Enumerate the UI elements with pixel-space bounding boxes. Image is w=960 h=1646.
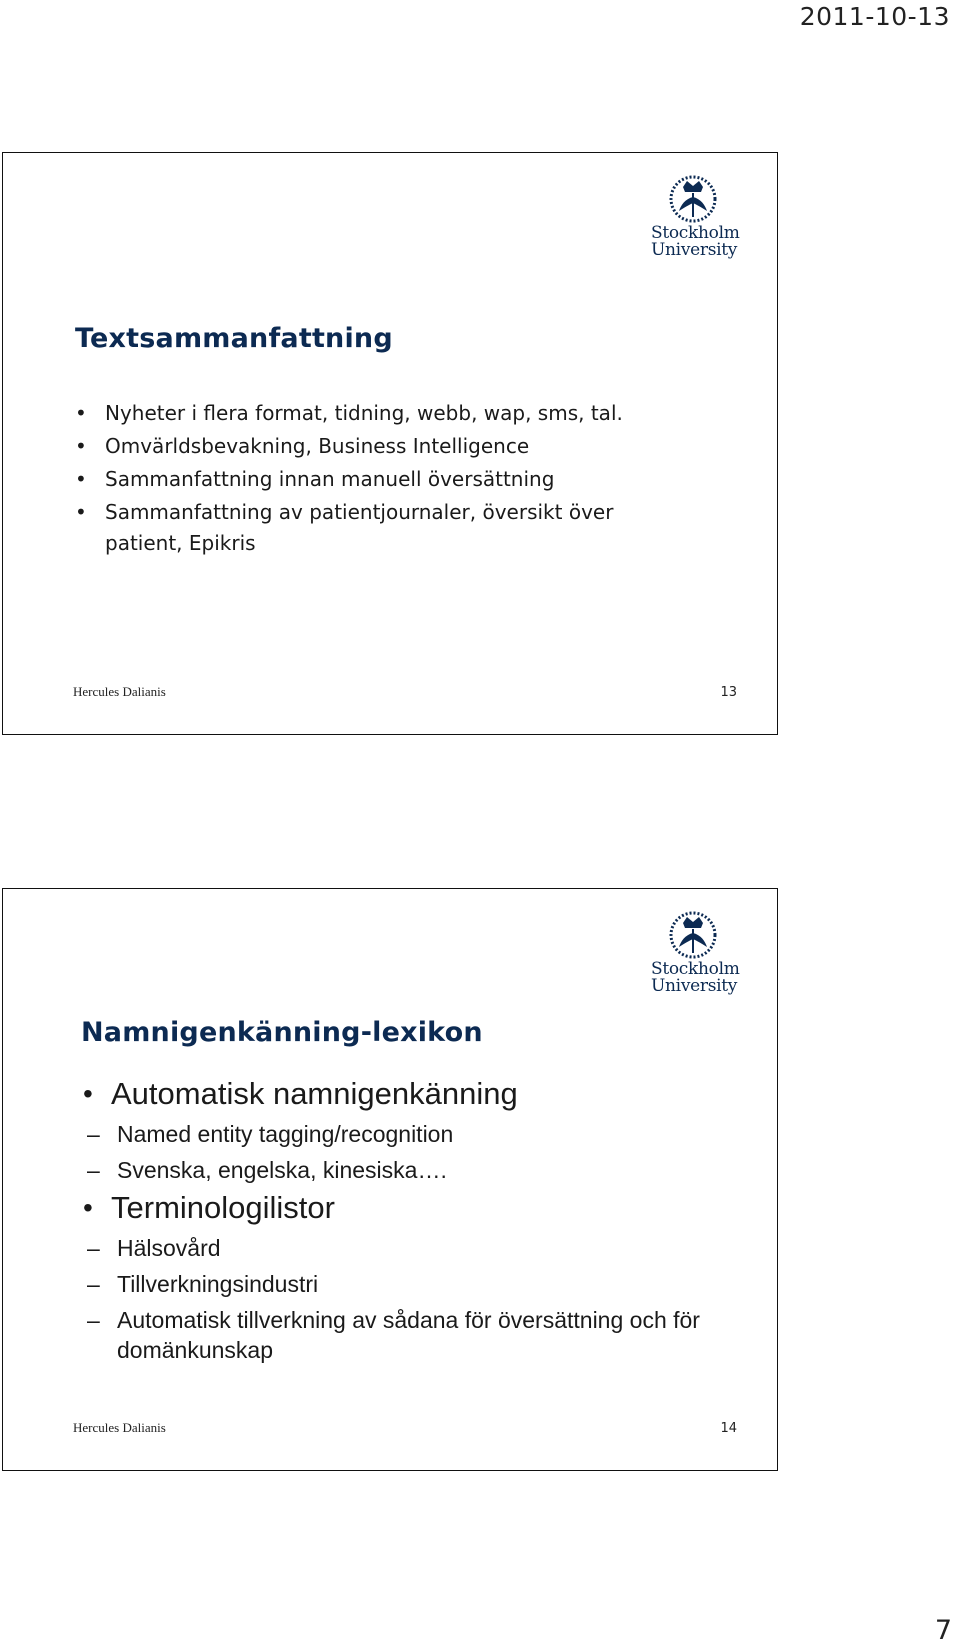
slide-footer-number: 13 [720, 685, 737, 700]
sub-bullet-item: – Tillverkningsindustri [87, 1269, 723, 1299]
slide-footer-author: Hercules Dalianis [73, 1420, 166, 1435]
slide-14 [2, 888, 778, 1471]
slide-footer-number: 14 [720, 1421, 737, 1436]
sub-bullet-item: – Automatisk tillverkning av sådana för översättning och för domänkunskap [87, 1305, 723, 1365]
bullet-item: • Nyheter i flera format, tidning, webb, wap, sms, tal. [75, 398, 655, 429]
sub-list-container [83, 1119, 723, 1185]
slide-13 [2, 152, 778, 735]
sub-bullet-list [87, 1119, 723, 1185]
bullet-item [83, 1075, 723, 1113]
logo-text-line2: University [651, 240, 738, 260]
sub-list-container [83, 1233, 723, 1365]
crown-seal-icon [665, 173, 721, 225]
crown-seal-icon [665, 909, 721, 961]
bullet-list [75, 398, 655, 561]
stockholm-university-logo [645, 173, 741, 261]
sub-bullet-list [87, 1233, 723, 1365]
bullet-item: • Omvärldsbevakning, Business Intelligence [75, 431, 655, 462]
bullet-item: • Sammanfattning av patientjournaler, översikt över patient, Epikris [75, 497, 655, 559]
logo-text [651, 961, 740, 995]
stockholm-university-logo [645, 909, 741, 997]
logo-text-line1: Stockholm [651, 223, 740, 243]
page-date: 2011-10-13 [799, 2, 950, 31]
bullet-text: Terminologilistor [111, 1190, 335, 1225]
bullet-text: Automatisk namnigenkänning [111, 1076, 518, 1111]
logo-text-line1: Stockholm [651, 959, 740, 979]
logo-text [651, 225, 740, 259]
bullet-item: • Sammanfattning innan manuell översättning [75, 464, 655, 495]
sub-bullet-item: – Named entity tagging/recognition [87, 1119, 723, 1149]
bullet-item [83, 1189, 723, 1227]
slide-title: Textsammanfattning [75, 323, 393, 354]
page-number: 7 [934, 1615, 952, 1646]
slide-title: Namnigenkänning-lexikon [81, 1017, 483, 1048]
logo-text-line2: University [651, 976, 738, 996]
sub-bullet-item: – Hälsovård [87, 1233, 723, 1263]
sub-bullet-item: – Svenska, engelska, kinesiska…. [87, 1155, 723, 1185]
slide-footer-author: Hercules Dalianis [73, 684, 166, 699]
bullet-list [83, 1075, 723, 1369]
